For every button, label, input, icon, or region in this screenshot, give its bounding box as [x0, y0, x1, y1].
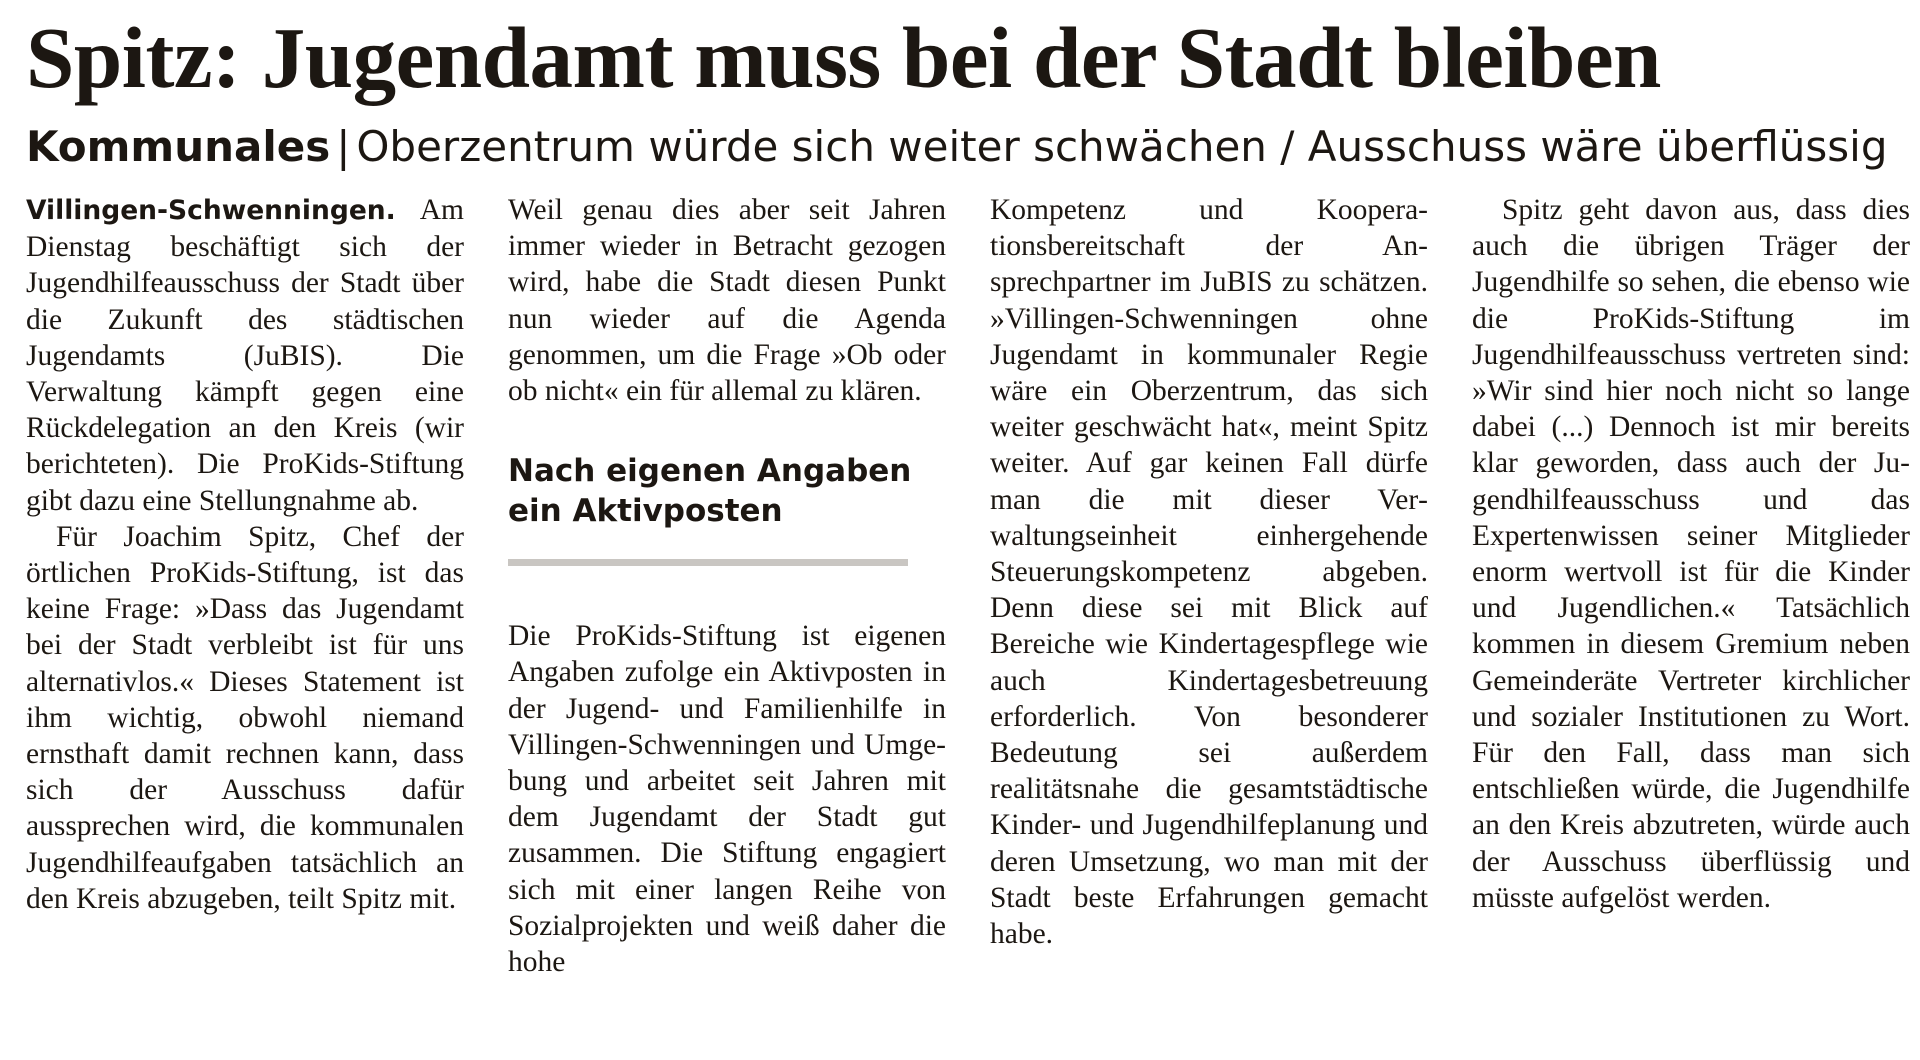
paragraph-2: Für Joachim Spitz, Chef der örtlichen ProKids-Stiftung, ist das keine Frage: »Dass das Jugendamt bei der Stadt verbleibt ist für uns alternativlos.« Dieses Statement ist ihm wichtig, obwohl niemand ernsthaft damit rechnen kann, dass sich der Ausschuss dafür aussprechen wird, die kommunalen Jugendhilfeaufgaben tatsächlich an den Kreis abzugeben, teilt Spitz mit. [26, 520, 464, 915]
kicker: Kommunales [26, 122, 331, 171]
headline: Spitz: Jugendamt muss bei der Stadt bleiben [26, 9, 1661, 106]
subhead-divider [508, 559, 908, 566]
paragraph-5: Kompetenz und Kooperationsbereitschaft der Ansprechpartner im JuBIS zu schätzen. »Villingen-Schwenningen ohne Jugendamt in kommunaler Regie wäre ein Oberzentrum, das sich weiter geschwächt hat«, meint Spitz weiter. Auf gar keinen Fall dürfe man die mit dieser Verwaltungseinheit einhergehende Steuerungskompetenz abgeben. Denn diese sei mit Blick auf Bereiche wie Kindertagespflege wie auch Kindertagesbetreuung erforderlich. Von besonderer Bedeutung sei außerdem realitätsnahe die gesamtstädtische Kinder- und Jugendhilfeplanung und deren Umsetzung, wo man mit der Stadt beste Erfahrungen gemacht habe. [990, 194, 1428, 951]
subheadline: Oberzentrum würde sich weiter schwächen / Ausschuss wäre überflüssig [356, 122, 1888, 171]
dateline: Villingen-Schwenningen. [26, 195, 396, 226]
lead-text: Am Dienstag beschäftigt sich der Jugendhilfeausschuss der Stadt über die Zukunft des städtischen Jugendamts (JuBIS). Die Verwaltung kämpft gegen eine Rückdelegation an den Kreis (wir berichteten). Die ProKids-Stiftung gibt dazu eine Stellungnahme ab. [26, 194, 464, 517]
column-3 [990, 192, 1428, 952]
column-1 [26, 192, 464, 917]
kicker-separator: | [336, 122, 351, 171]
paragraph-6: Spitz geht davon aus, dass dies auch die übrigen Träger der Jugendhilfe so sehen, die ebenso wie die ProKids-Stiftung im Jugendhilfeausschuss vertreten sind: »Wir sind hier noch nicht so lange dabei (...) Dennoch ist mir bereits klar geworden, dass auch der Jugendhilfeausschuss und das Expertenwissen seiner Mitglieder enorm wertvoll ist für die Kinder und Jugendlichen.« Tatsächlich kommen in diesem Gremium neben Gemeinderäte Vertreter kirchlicher und sozialer Institutionen zu Wort. Für den Fall, dass man sich entschließen würde, die Jugendhilfe an den Kreis abzutreten, würde auch der Ausschuss überflüssig und müsste aufgelöst werden. [1472, 194, 1910, 914]
paragraph-4: Die ProKids-Stiftung ist eigenen Angaben zufolge ein Aktivposten in der Jugend- und Familienhilfe in Villingen-Schwenningen und Umgebung und arbeitet seit Jahren mit dem Jugendamt der Stadt gut zusammen. Die Stiftung engagiert sich mit einer langen Reihe von Sozialprojekten und weiß daher die hohe [508, 620, 946, 979]
subheadline-bar [26, 118, 1906, 176]
column-4 [1472, 192, 1910, 916]
paragraph-3: Weil genau dies aber seit Jahren immer wieder in Betracht gezogen wird, habe die Stadt diesen Punkt nun wieder auf die Agenda genommen, um die Frage »Ob oder ob nicht« ein für allemal zu klären. [508, 194, 946, 408]
column-2 [508, 192, 946, 980]
section-subhead: Nach eigenen Angaben ein Aktivposten [508, 453, 912, 530]
lead-paragraph [26, 192, 464, 519]
